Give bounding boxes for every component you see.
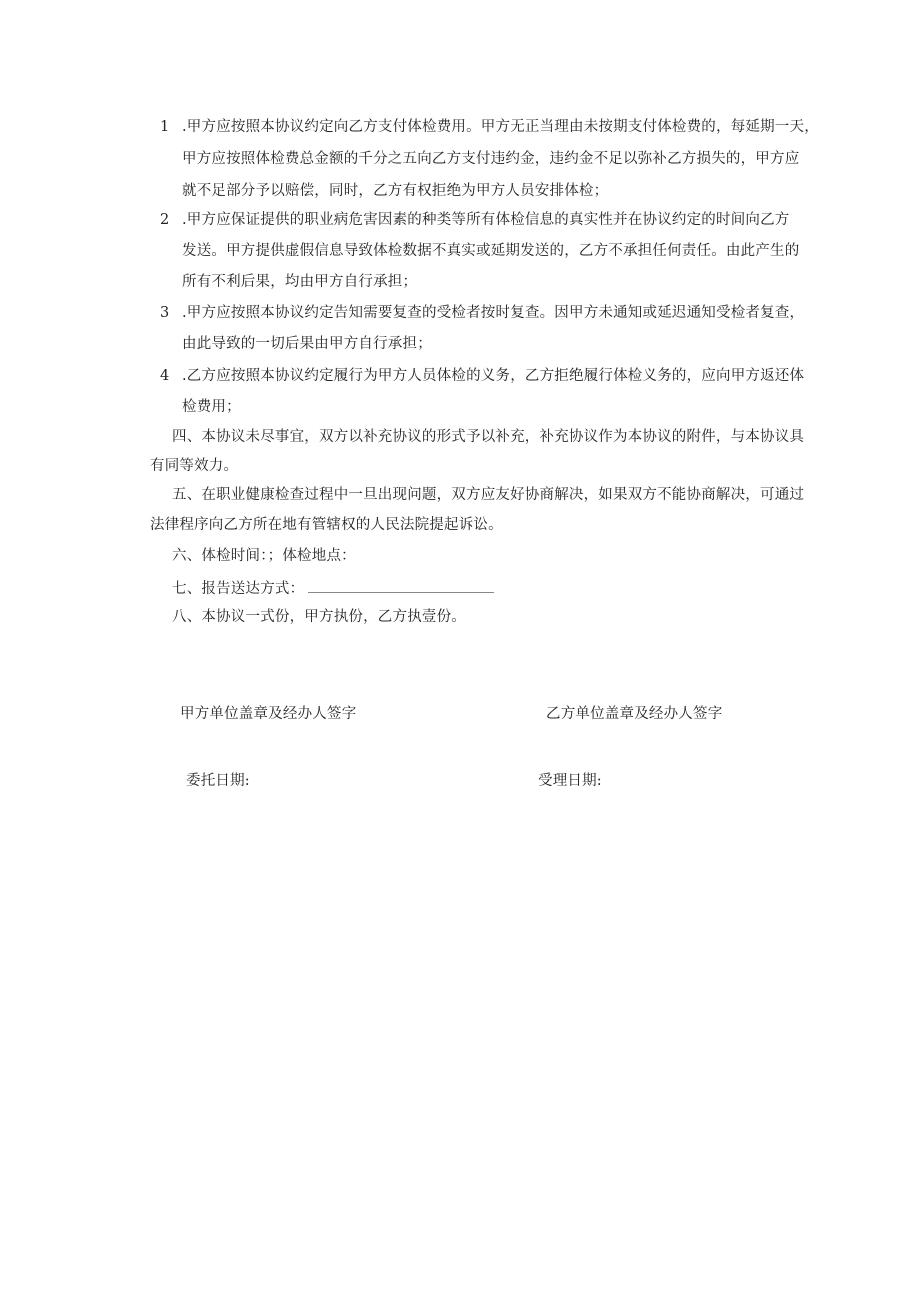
clause-four-line-2: 有同等效力。 [150, 458, 239, 474]
clause-six: 六、体检时间：；体检地点： [172, 548, 356, 564]
item-1-line-3: 就不足部分予以赔偿，同时，乙方有权拒绝为甲方人员安排体检； [182, 183, 609, 199]
clause-five-line-2: 法律程序向乙方所在地有管辖权的人民法院提起诉讼。 [150, 517, 503, 533]
item-3-line-2: 由此导致的一切后果由甲方自行承担； [182, 336, 432, 352]
item-2-line-1: 2 .甲方应保证提供的职业病危害因素的种类等所有体检信息的真实性并在协议约定的时间向乙方 [160, 212, 790, 228]
entrust-date-label: 委托日期: [186, 773, 250, 789]
clause-eight: 八、本协议一式份，甲方执份，乙方执壹份。 [172, 609, 466, 625]
accept-date-label: 受理日期: [538, 773, 602, 789]
party-a-signature-label: 甲方单位盖章及经办人签字 [180, 706, 357, 722]
clause-seven: 七、报告送达方式： [172, 578, 494, 599]
item-1-line-1: 1 .甲方应按照本协议约定向乙方支付体检费用。甲方无正当理由未按期支付体检费的，每延期一天， [160, 119, 819, 135]
report-delivery-blank[interactable] [308, 578, 494, 593]
item-4-line-2: 检费用； [182, 399, 241, 415]
item-2-line-3: 所有不利后果，均由甲方自行承担； [182, 274, 418, 290]
item-3-number: 3 [160, 305, 170, 321]
item-4-line-1: 4 .乙方应按照本协议约定履行为甲方人员体检的义务，乙方拒绝履行体检义务的，应向甲方返还体 [160, 368, 805, 384]
item-2-number: 2 [160, 212, 170, 228]
item-1-line-2: 甲方应按照体检费总金额的千分之五向乙方支付违约金，违约金不足以弥补乙方损失的，甲方应 [182, 151, 800, 167]
item-2-line-2: 发送。甲方提供虚假信息导致体检数据不真实或延期发送的，乙方不承担任何责任。由此产生的 [182, 243, 800, 259]
clause-five-line-1: 五、在职业健康检查过程中一旦出现问题，双方应友好协商解决，如果双方不能协商解决，可通过 [172, 487, 805, 503]
item-1-number: 1 [160, 119, 170, 135]
item-4-number: 4 [160, 368, 170, 384]
clause-four-line-1: 四、本协议未尽事宜，双方以补充协议的形式予以补充，补充协议作为本协议的附件，与本协议具 [172, 429, 805, 445]
party-b-signature-label: 乙方单位盖章及经办人签字 [546, 706, 723, 722]
item-3-line-1: 3 .甲方应按照本协议约定告知需要复查的受检者按时复查。因甲方未通知或延迟通知受检者复查， [160, 305, 805, 321]
